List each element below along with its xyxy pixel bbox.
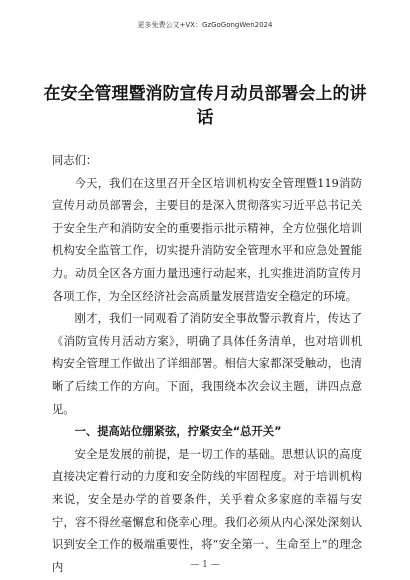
paragraph-1: 今天，我们在这里召开全区培训机构安全管理暨119消防宣传月动员部署会，主要目的是深入贯彻落实习近平总书记关于安全生产和消防安全的重要指示批示精神，全方位强化培训机构安全监管工作，切实提升消防安全管理水平和应急处置能力。动员全区各方面力量迅速行动起来，扎实推进消防宣传月各项工作，为全区经济社会高质量发展营造安全稳定的环境。 bbox=[52, 176, 362, 303]
paragraph-2: 刚才，我们一同观看了消防安全事故警示教育片，传达了《消防宣传月活动方案》，明确了具体任务清单，也对培训机构安全管理工作做出了详细部署。相信大家都深受触动，也清晰了后续工作的方向。下面，我围绕本次会议主题，讲四点意见。 bbox=[52, 312, 362, 416]
page-number: — 1 — bbox=[190, 560, 220, 570]
paragraph-3: 安全是发展的前提，是一切工作的基础。思想认识的高度直接决定着行动的力度和安全防线的牢固程度。对于培训机构来说，安全是办学的首要条件，关乎着众多家庭的幸福与安宁，容不得丝毫懈怠和侥幸心理。我们必须从内心深处深刻认识到安全工作的极端重要性，将“安全第一、生命至上”的理念内 bbox=[52, 447, 362, 574]
section-heading-1: 一、提高站位绷紧弦，拧紧安全“总开关” bbox=[74, 425, 282, 439]
document-title: 在安全管理暨消防宣传月动员部署会上的讲话 bbox=[43, 84, 367, 128]
salutation: 同志们： bbox=[52, 154, 98, 167]
document-body bbox=[52, 150, 362, 579]
header-note: 更多免费公文+VX：GzGoGongWen2024 bbox=[137, 21, 273, 29]
